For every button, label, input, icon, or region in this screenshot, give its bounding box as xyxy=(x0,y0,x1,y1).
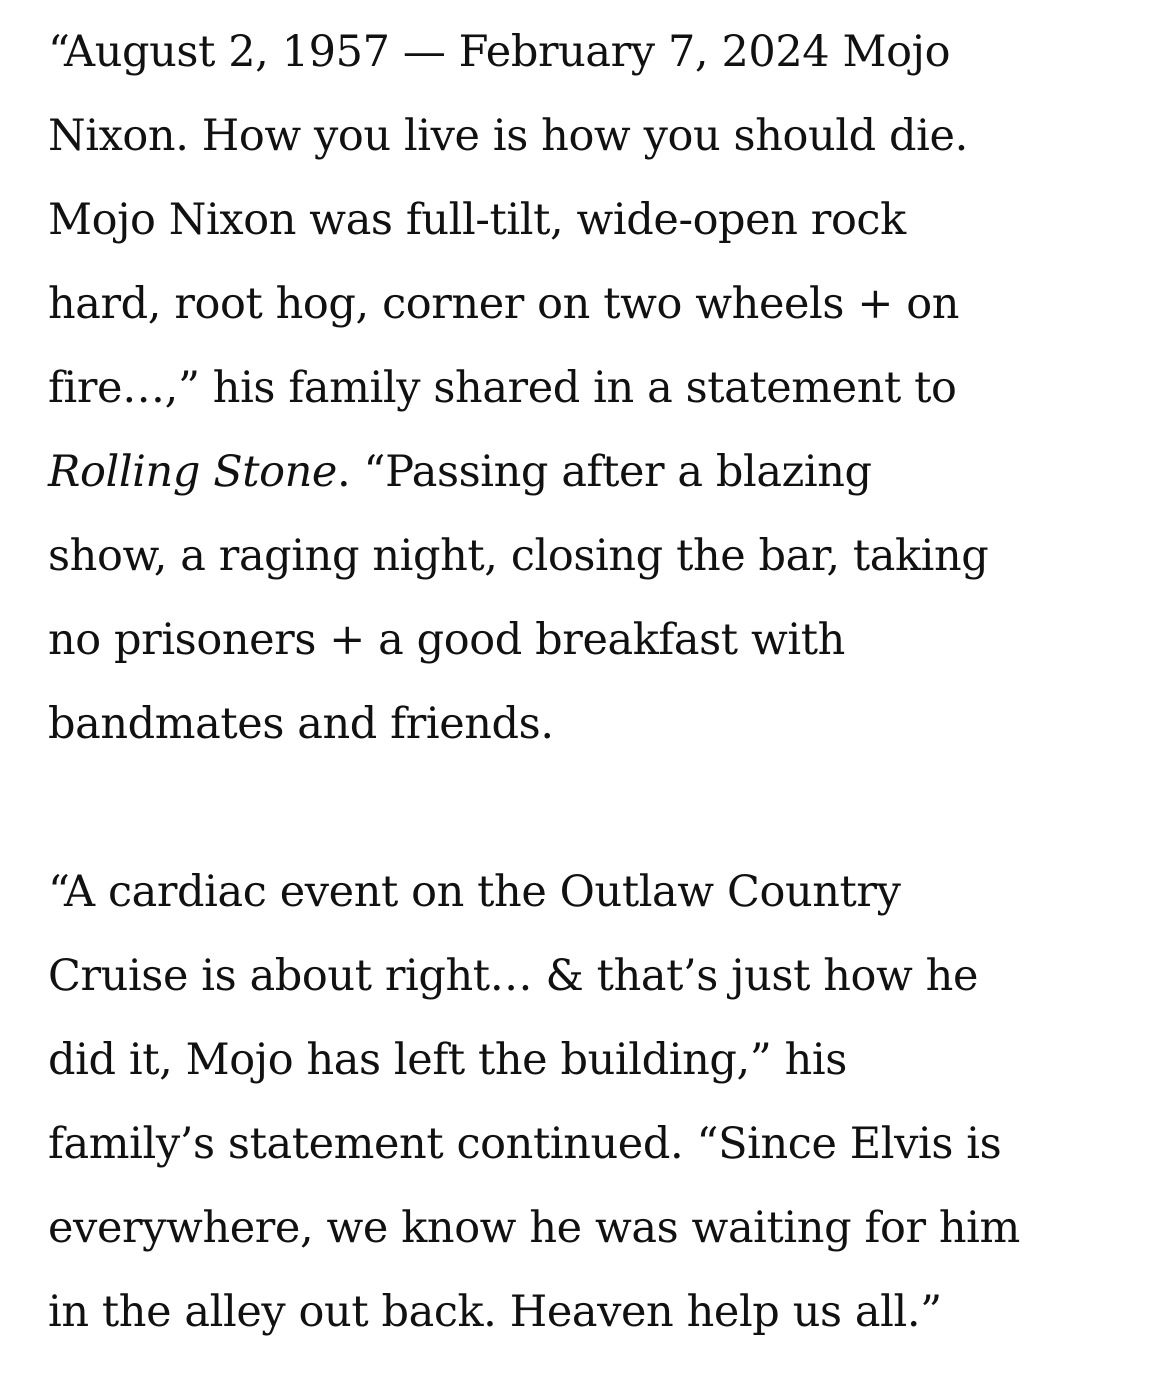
article-body xyxy=(48,10,1138,1354)
text-fragment: . “Passing after a blazing xyxy=(336,447,872,497)
text-line xyxy=(48,430,1138,514)
text-line: in the alley out back. Heaven help us all.” xyxy=(48,1287,942,1337)
text-line: “A cardiac event on the Outlaw Country xyxy=(48,867,901,917)
text-line: fire…,” his family shared in a statement to xyxy=(48,363,957,413)
paragraph-spacer xyxy=(48,766,1138,850)
text-line: Mojo Nixon was full-tilt, wide-open rock xyxy=(48,195,906,245)
text-line: hard, root hog, corner on two wheels + on xyxy=(48,279,960,329)
text-line: did it, Mojo has left the building,” his xyxy=(48,1035,847,1085)
paragraph xyxy=(48,10,1138,766)
text-line: everywhere, we know he was waiting for him xyxy=(48,1203,1020,1253)
text-line: Nixon. How you live is how you should die. xyxy=(48,111,968,161)
text-line: bandmates and friends. xyxy=(48,699,554,749)
text-line: no prisoners + a good breakfast with xyxy=(48,615,845,665)
text-line: show, a raging night, closing the bar, taking xyxy=(48,531,989,581)
publication-name: Rolling Stone xyxy=(48,447,337,497)
text-line: family’s statement continued. “Since Elvis is xyxy=(48,1119,1002,1169)
text-line: Cruise is about right… & that’s just how he xyxy=(48,951,979,1001)
paragraph xyxy=(48,850,1138,1354)
text-line: “August 2, 1957 — February 7, 2024 Mojo xyxy=(48,27,951,77)
